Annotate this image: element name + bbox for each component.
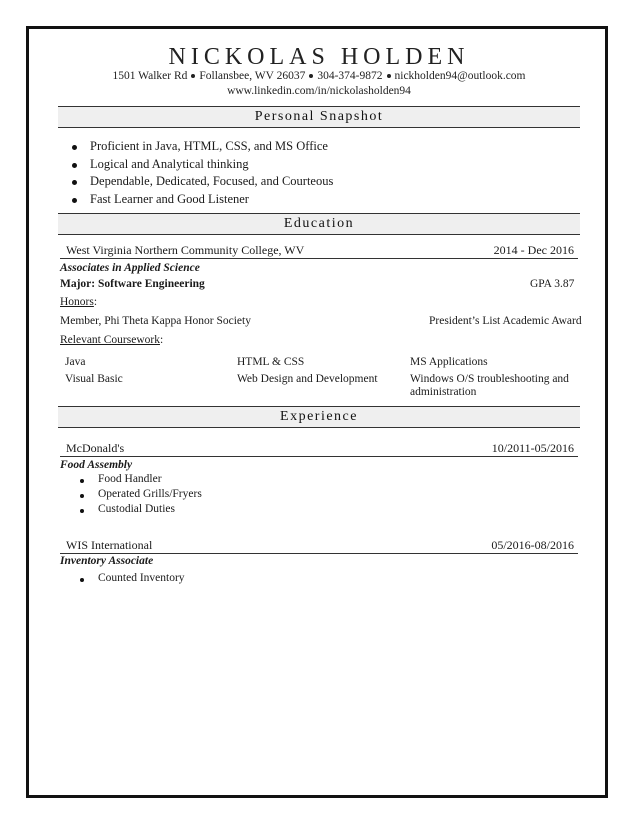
- bullet-icon: [80, 494, 84, 498]
- coursework-label-text: Relevant Coursework: [60, 334, 160, 346]
- duty-item: Custodial Duties: [98, 503, 175, 515]
- list-item: [66, 191, 546, 209]
- job-dates: 10/2011-05/2016: [491, 441, 574, 455]
- employer: McDonald's: [66, 441, 125, 455]
- phone: 304-374-9872: [317, 70, 383, 82]
- email: nickholden94@outlook.com: [394, 70, 526, 82]
- coursework-label-colon: :: [159, 334, 164, 346]
- job-row: [60, 440, 578, 457]
- duty-item: Counted Inventory: [98, 572, 185, 584]
- gpa: GPA 3.87: [530, 278, 575, 290]
- city: Follansbee, WV 26037: [199, 70, 306, 82]
- bullet-icon: [80, 479, 84, 483]
- address: 1501 Walker Rd: [112, 70, 188, 82]
- honors-label: [60, 296, 97, 308]
- candidate-name: NICKOLAS HOLDEN: [168, 44, 470, 70]
- job-role: Food Assembly: [60, 459, 133, 471]
- list-item: [66, 156, 546, 174]
- job-row: [60, 537, 578, 554]
- employer: WIS International: [66, 538, 153, 552]
- linkedin-url: www.linkedin.com/in/nickolasholden94: [227, 85, 411, 97]
- degree: Associates in Applied Science: [60, 262, 200, 274]
- snapshot-list: [66, 138, 546, 208]
- bullet-icon: [72, 198, 77, 203]
- job-dates: 05/2016-08/2016: [491, 538, 574, 552]
- list-item-text: Dependable, Dedicated, Focused, and Courteous: [90, 174, 334, 188]
- honor-item: Member, Phi Theta Kappa Honor Society: [60, 315, 251, 327]
- education-row: [60, 242, 578, 259]
- bullet-icon: [80, 509, 84, 513]
- school-name: West Virginia Northern Community College, WV: [66, 243, 305, 257]
- course-item: Web Design and Development: [237, 373, 378, 385]
- bullet-icon: [72, 163, 77, 168]
- contact-line: [0, 70, 638, 82]
- list-item-text: Fast Learner and Good Listener: [90, 191, 249, 206]
- duty-item: Operated Grills/Fryers: [98, 488, 202, 500]
- course-item: Visual Basic: [65, 373, 123, 385]
- coursework-label: [60, 334, 163, 346]
- honors-label-colon: :: [93, 296, 98, 308]
- separator-dot: [191, 74, 195, 78]
- education-dates: 2014 - Dec 2016: [493, 243, 574, 257]
- bullet-icon: [80, 578, 84, 582]
- course-item: MS Applications: [410, 356, 488, 368]
- bullet-icon: [72, 145, 77, 150]
- list-item: [66, 138, 546, 156]
- bullet-icon: [72, 180, 77, 185]
- honor-item: President’s List Academic Award: [429, 315, 582, 327]
- separator-dot: [309, 74, 313, 78]
- section-header-education: Education: [58, 213, 580, 235]
- separator-dot: [387, 74, 391, 78]
- major: Major: Software Engineering: [60, 278, 205, 290]
- section-header-experience: Experience: [58, 406, 580, 428]
- job-role: Inventory Associate: [60, 555, 154, 567]
- list-item-text: Proficient in Java, HTML, CSS, and MS Office: [90, 139, 328, 153]
- list-item: [66, 173, 546, 191]
- duty-item: Food Handler: [98, 473, 162, 485]
- list-item-text: Logical and Analytical thinking: [90, 156, 249, 171]
- course-item: HTML & CSS: [237, 356, 305, 368]
- course-item: Windows O/S troubleshooting and administration: [410, 373, 569, 398]
- course-item: Java: [65, 356, 86, 368]
- section-header-snapshot: Personal Snapshot: [58, 106, 580, 128]
- honors-label-text: Honors: [60, 296, 94, 308]
